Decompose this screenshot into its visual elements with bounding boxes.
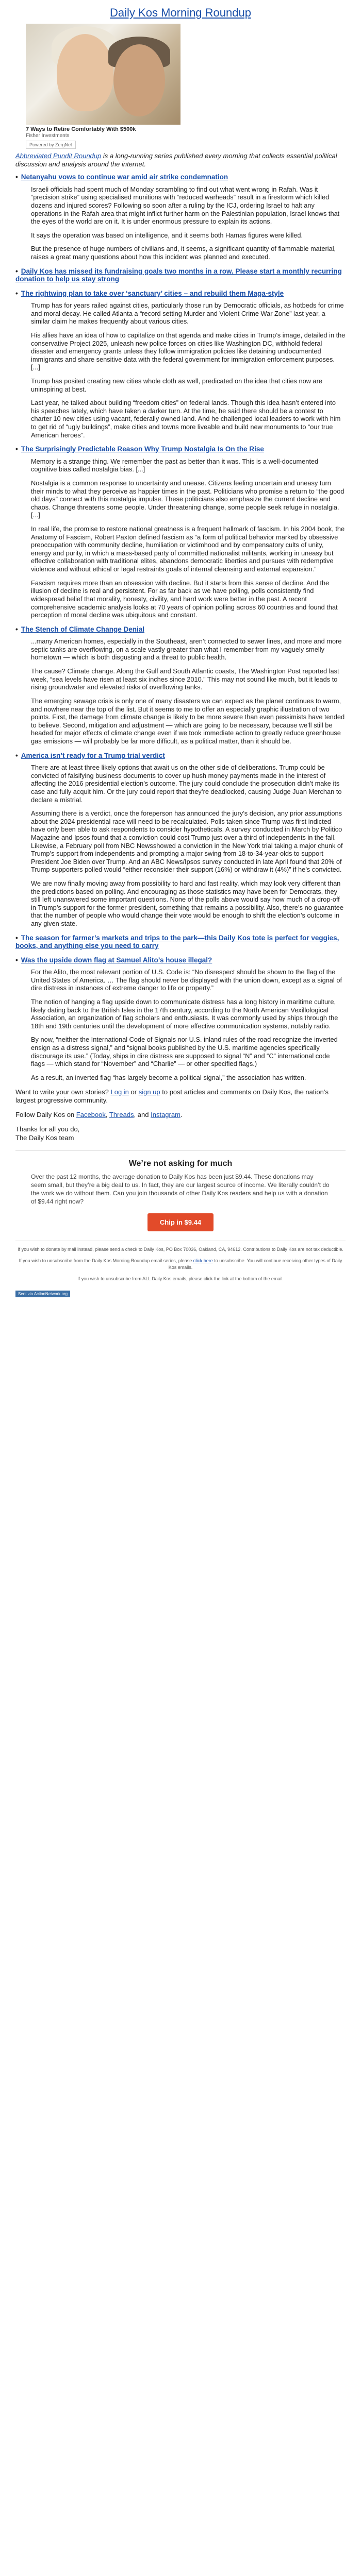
story-paragraph: As a result, an inverted flag “has largely become a political signal,” the association has written. (31, 1073, 306, 1081)
story-headline-text[interactable]: America isn’t ready for a Trump trial verdict (21, 751, 165, 759)
write-stories-prefix: Want to write your own stories? (15, 1088, 111, 1096)
story-list (15, 173, 346, 1081)
story-headline-text[interactable]: The Surprisingly Predictable Reason Why Trump Nostalgia Is On the Rise (21, 445, 264, 453)
follow-text (15, 1111, 346, 1119)
follow-sep-2: , and (134, 1111, 151, 1119)
story-paragraph: We are now finally moving away from possibility to hard and fast reality, which may look very different than the predictions based on polling. And encouraging as those statistics may have been for Democrats, they still left unanswered some important questions. None of the polls above would say how much of a drop-off in Trump’s support for the former president, something that remains a possibility. Also, there’s no guarantee that the number of people who would change their vote would be enough to shift the election’s outcome in any given state. (31, 879, 344, 928)
ad-caption[interactable]: 7 Ways to Retire Comfortably With $500k (26, 126, 136, 132)
bullet-icon: • (15, 173, 18, 181)
footer-mail-text: If you wish to donate by mail instead, please send a check to Daily Kos, PO Box 70036, Oakland, CA, 94612. Contributions to Daily Kos are not tax deductible. (18, 1246, 343, 1252)
story-paragraph: Last year, he talked about building “freedom cities” on federal lands. Though this idea hasn’t entered into his speeches lately, which have taken a darker turn. At the time, he said there should be a contest to charter 10 new cities using vacant, federally owned land. And he challenged local leaders to work with him to get rid of “ugly buildings”, make cities and towns more liveable and build new monuments to “our true American heroes”. (31, 399, 341, 439)
follow-period: . (180, 1111, 183, 1119)
footer-unsubscribe-all-text: If you wish to unsubscribe from ALL Daily Kos emails, please click the link at the bottom of the email. (77, 1276, 284, 1282)
story-headline[interactable] (15, 956, 346, 964)
ad-image-person2-face (113, 44, 165, 116)
follow-prefix: Follow Daily Kos on (15, 1111, 76, 1119)
story-headline-text[interactable]: The season for farmer’s markets and trips to the park—this Daily Kos tote is perfect for veggies, books, and anything else you need to carry (15, 934, 339, 950)
story-item (15, 445, 346, 619)
story-headline[interactable] (15, 290, 346, 298)
unsubscribe-link[interactable]: click here (193, 1258, 213, 1264)
story-headline[interactable] (15, 445, 346, 453)
story-item (15, 625, 346, 745)
donate-heading: We’re not asking for much (128, 1159, 233, 1168)
story-paragraph: Trump has posited creating new cities whole cloth as well, predicated on the idea that cities now are uninspiring at best. (31, 377, 323, 393)
story-paragraph: But the presence of huge numbers of civilians and, it seems, a significant quantity of flammable material, raises a great many questions about how this incident was planned and executed. (31, 245, 336, 261)
story-headline[interactable] (15, 267, 346, 283)
actionnetwork-badge[interactable]: Sent via ActionNetwork.org (15, 1291, 70, 1297)
story-paragraph: Assuming there is a verdict, once the foreperson has announced the jury’s decision, any prior assumptions about the 2024 presidential race will need to be recalculated. Polls taken since Trump was first indicted have only been able to ask respondents to consider hypotheticals. A survey conducted in March by Politico Magazine and Ipsos found that a conviction could cost Trump just over a third of independents in the fall. Likewise, a February poll from NBC Newsshowed a conviction in the New York trial taking a major chunk of Trump’s support from independents and prompting a major swing from 18-to-34-year-olds to support President Joe Biden over Trump. And an ABC News/Ipsos survey conducted in late April found that 20% of Trump supporters polled would “either reconsider their support (16%) or withdraw it (4%)” if he’s convicted. (31, 809, 343, 874)
story-headline-text[interactable]: The rightwing plan to take over ‘sanctuary’ cities – and rebuild them Maga-style (21, 289, 284, 297)
story-paragraph: It says the operation was based on intelligence, and it seems both Hamas figures were killed. (31, 231, 303, 239)
story-headline[interactable] (15, 625, 346, 634)
story-item (15, 956, 346, 1082)
story-paragraph: For the Alito, the most relevant portion of U.S. Code is: “No disrespect should be shown to the flag of the United States of America. … The flag should never be displayed with the union down, except as a signal of dire distress in instances of extreme danger to life or property.” (31, 968, 342, 992)
chip-in-button[interactable]: Chip in $9.44 (147, 1213, 214, 1231)
story-headline[interactable] (15, 173, 346, 181)
story-headline-text[interactable]: The Stench of Climate Change Denial (21, 625, 145, 633)
write-stories-text (15, 1088, 346, 1105)
threads-link[interactable]: Threads (109, 1111, 134, 1119)
newsletter-title[interactable]: Daily Kos Morning Roundup (110, 6, 251, 19)
ad-block[interactable] (26, 24, 180, 149)
ad-image[interactable] (26, 24, 180, 125)
donate-section (15, 1150, 346, 1241)
story-headline-text[interactable]: Daily Kos has missed its fundraising goals two months in a row. Please start a monthly recurring donation to help us stay strong (15, 267, 342, 283)
signup-link[interactable]: sign up (138, 1088, 160, 1096)
ad-image-person-face (57, 34, 113, 111)
closing-section (15, 1088, 346, 1142)
story-paragraph: The emerging sewage crisis is only one of many disasters we can expect as the planet continues to warm, and nowhere near the top of the list. But it seems to me to offer an especially graphic illustration of two points. First, the damage from climate change is likely to be more severe than even pessimists have tended to believe. Second, mitigation and adjustment — which are going to be necessary, because we’ll still be headed for major effects of climate change even if we took immediate action to greatly reduce greenhouse gas emissions — will probably be far more difficult, as a political matter, than it should be. (31, 697, 345, 745)
signoff-block (15, 1125, 346, 1142)
story-paragraph: Israeli officials had spent much of Monday scrambling to find out what went wrong in Rafah. Was it “precision strike” using specialised munitions with “reduced warheads” result in a firestorm which killed dozens and injured scores? Following so soon after a ruling by the ICJ, ordering Israel to halt any operations in the Rafah area that might inflict further harm on the Palestinian population, Israel knows that the eyes of the world are on it. It is under enormous pressure to explain its actions. (31, 185, 340, 226)
thanks-text: Thanks for all you do, (15, 1125, 80, 1133)
footer-unsubscribe-text (15, 1258, 346, 1270)
bullet-icon: • (15, 956, 18, 964)
story-paragraph: The notion of hanging a flag upside down to communicate distress has a long history in maritime culture, likely dating back to the British Isles in the 17th century, according to the North American Vexillological Association, an organization of flag scholars and enthusiasts. It was commonly used by ships through the 18th and 19th centuries until the development of more effective communication systems, notably radio. (31, 998, 338, 1030)
story-paragraph: By now, “neither the International Code of Signals nor U.S. inland rules of the road recognize the inverted ensign as a distress signal,” and “signal books published by the U.S. maritime agencies specifically discourage its use.” (Today, ships in dire distress are supposed to signal “N” and “C” international code flags — which stand for “November” and “Charlie” — or other specified flags.) (31, 1036, 338, 1068)
intro-text (15, 152, 346, 168)
story-item (15, 934, 346, 950)
unsub-prefix: If you wish to unsubscribe from the Daily Kos Morning Roundup email series, please (19, 1258, 193, 1264)
facebook-link[interactable]: Facebook (76, 1111, 106, 1119)
ad-sponsor: Fisher Investments (26, 133, 70, 139)
story-paragraph: Memory is a strange thing. We remember the past as better than it was. This is a well-documented cognitive bias called nostalgia bias. [...] (31, 457, 319, 473)
story-headline-text[interactable]: Netanyahu vows to continue war amid air strike condemnation (21, 173, 228, 181)
story-paragraph: Fascism requires more than an obsession with decline. But it starts from this sense of decline. And the illusion of decline is real and persistent. For as far back as we have polling, polls consistently find widespread belief that morality, honesty, civility, and hard work were better in the past. A recent comprehensive academic analysis looks at 70 years of opinion polling across 60 countries and found that perception of moral decline was ubiquitous and constant. (31, 579, 338, 619)
follow-sep-1: , (105, 1111, 109, 1119)
email-body (15, 0, 346, 1298)
instagram-link[interactable]: Instagram (151, 1111, 180, 1119)
powered-by-badge[interactable]: Powered by ZergNet (26, 141, 76, 149)
story-paragraph: There are at least three likely options that await us on the other side of deliberations. Trump could be convicted of falsifying business documents to cover up hush money payments made in the interest of affecting the 2016 presidential election’s outcome. The jury could conclude the prosecution didn’t make its case and fully acquit him. Or the jury could report that they’re deadlocked, causing Judge Juan Merchan to declare a mistrial. (31, 764, 342, 804)
signoff-text: The Daily Kos team (15, 1133, 74, 1142)
write-stories-or: or (128, 1088, 139, 1096)
intro-description: is a long-running series published every morning that collects essential political discussion and analysis around the internet. (15, 152, 337, 168)
story-paragraph: His allies have an idea of how to capitalize on that agenda and make cities in Trump’s image, detailed in the conservative Project 2025, unleash new police forces on cities like Washington DC, withhold federal disaster and emergency grants unless they follow immigration policies like detaining undocumented immigrants and share sensitive data with the federal government for immigration enforcement purposes. [...] (31, 331, 346, 371)
bullet-icon: • (15, 751, 18, 759)
bullet-icon: • (15, 934, 18, 942)
donate-body: Over the past 12 months, the average donation to Daily Kos has been just $9.44. These donations may seem small, but they’re a big deal to us. In fact, they are our largest source of income. We literally couldn’t do the work we do without them. Can you join thousands of other Daily Kos readers and help us with a donation of $9.44 right now? (31, 1173, 330, 1206)
story-paragraph: ...many American homes, especially in the Southeast, aren’t connected to sewer lines, and more and more septic tanks are overflowing, on a scale vastly greater than what I remember from my vaguely smelly hometown — which is both disgusting and a threat to public health. (31, 637, 342, 662)
story-paragraph: Trump has for years railed against cities, particularly those run by Democratic officials, as hotbeds for crime and moral decay. He called Atlanta a “record setting Murder and Violent Crime War Zone” last year, a similar claim he makes frequently about various cities. (31, 301, 344, 326)
story-paragraph: The cause? Climate change. Along the Gulf and South Atlantic coasts, The Washington Post reported last week, “sea levels have risen at least six inches since 2010.” This may not sound like much, but it leads to rising groundwater and elevated risks of overflowing tanks. (31, 667, 339, 691)
story-headline-text[interactable]: Was the upside down flag at Samuel Alito’s house illegal? (21, 956, 212, 964)
write-stories-suffix: to post articles and comments on Daily Kos, the nation’s largest progressive community. (15, 1088, 329, 1104)
story-item (15, 290, 346, 439)
abbreviated-pundit-roundup-link[interactable]: Abbreviated Pundit Roundup (15, 152, 102, 160)
bullet-icon: • (15, 625, 18, 633)
bullet-icon: • (15, 267, 18, 275)
footer-badge-row (15, 1287, 346, 1298)
story-item (15, 173, 346, 261)
story-item (15, 752, 346, 928)
bullet-icon: • (15, 289, 18, 297)
story-paragraph: In real life, the promise to restore national greatness is a frequent hallmark of fascism. In his 2004 book, the Anatomy of Fascism, Robert Paxton defined fascism as “a form of political behavior marked by obsessive preoccupation with community decline, humiliation or victimhood and by compensatory cults of unity, energy and purity, in which a mass-based party of committed nationalist militants, working in uneasy but effective collaboration with traditional elites, abandons democratic liberties and pursues with redemptive violence and without ethical or legal restraints goals of internal cleansing and external expansion.” (31, 525, 345, 573)
story-headline[interactable] (15, 752, 346, 760)
unsub-suffix: to unsubscribe. You will continue receiving other types of Daily Kos emails. (168, 1258, 342, 1270)
story-item (15, 267, 346, 283)
story-headline[interactable] (15, 934, 346, 950)
bullet-icon: • (15, 445, 18, 453)
story-paragraph: Nostalgia is a common response to uncertainty and unease. Citizens feeling uncertain and uneasy turn their minds to what they perceive as happier times in the past. Politicians who promise a return to “the good old days” connect with this nostalgia impulse. These politicians also emphasize the current decline and chaos. Change threatens some people. Under threatening change, some people seek refuge in nostalgia. [...] (31, 479, 344, 519)
login-link[interactable]: Log in (110, 1088, 129, 1096)
